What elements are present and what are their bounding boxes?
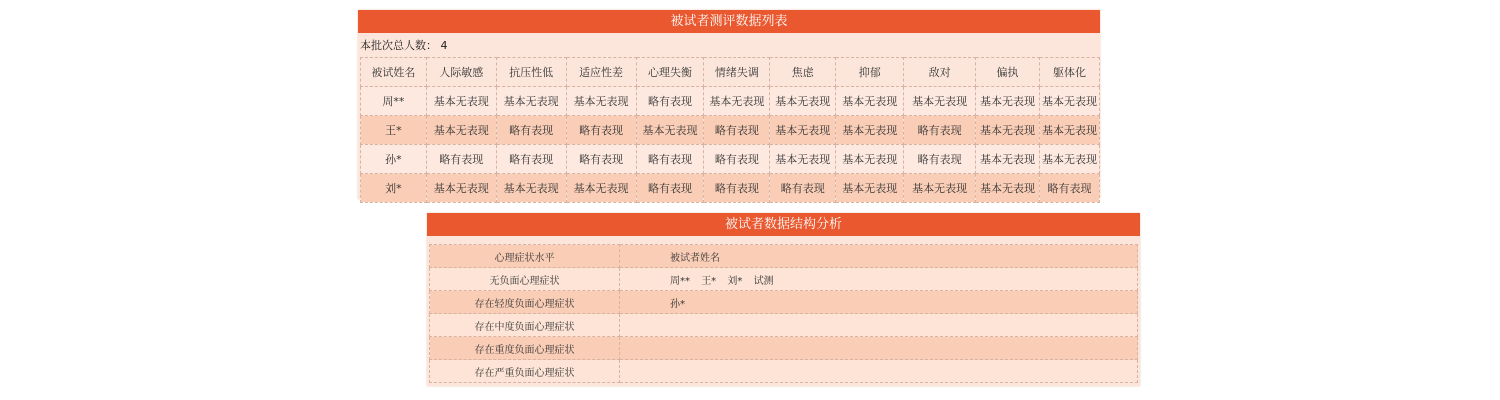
batch-summary <box>360 37 448 53</box>
column-header: 抑郁 <box>836 58 904 87</box>
table-cell: 略有表现 <box>636 87 704 116</box>
table-row <box>361 174 1100 203</box>
table-row <box>361 116 1100 145</box>
column-header: 偏执 <box>976 58 1040 87</box>
table-cell: 基本无表现 <box>836 116 904 145</box>
batch-summary-count: 4 <box>440 39 448 52</box>
column-header: 敌对 <box>904 58 976 87</box>
table-cell: 基本无表现 <box>836 145 904 174</box>
table-row <box>361 87 1100 116</box>
assessment-table <box>360 57 1100 203</box>
table-row <box>430 337 1138 360</box>
symptom-level: 存在严重负面心理症状 <box>430 360 620 383</box>
table-cell: 基本无表现 <box>426 116 496 145</box>
table-cell: 基本无表现 <box>1039 116 1099 145</box>
table-cell: 基本无表现 <box>770 87 836 116</box>
table-cell: 基本无表现 <box>496 87 566 116</box>
structure-analysis-title: 被试者数据结构分析 <box>427 213 1140 236</box>
table-cell: 基本无表现 <box>976 116 1040 145</box>
subject-names <box>620 314 1138 337</box>
table-cell: 基本无表现 <box>704 87 770 116</box>
subject-name: 孙* <box>670 298 685 310</box>
subject-name: 试测 <box>753 275 774 287</box>
table-cell: 略有表现 <box>566 145 636 174</box>
table-cell: 基本无表现 <box>770 116 836 145</box>
table-row <box>430 291 1138 314</box>
table-cell: 基本无表现 <box>426 174 496 203</box>
table-cell: 略有表现 <box>636 174 704 203</box>
table-cell: 基本无表现 <box>426 87 496 116</box>
table-cell: 基本无表现 <box>1039 87 1099 116</box>
table-cell: 基本无表现 <box>976 174 1040 203</box>
subject-names <box>620 268 1138 291</box>
structure-analysis-table <box>429 244 1138 383</box>
subject-name: 王* <box>701 275 717 287</box>
table-cell: 略有表现 <box>496 116 566 145</box>
table-cell: 基本无表现 <box>836 174 904 203</box>
column-header: 焦虑 <box>770 58 836 87</box>
table-cell: 略有表现 <box>1039 174 1099 203</box>
table-cell: 略有表现 <box>704 145 770 174</box>
subject-names <box>620 337 1138 360</box>
table-cell: 刘* <box>361 174 427 203</box>
table-cell: 基本无表现 <box>904 174 976 203</box>
column-header: 躯体化 <box>1039 58 1099 87</box>
table-cell: 基本无表现 <box>976 145 1040 174</box>
subject-names <box>620 291 1138 314</box>
subject-name: 刘* <box>727 275 743 287</box>
column-header: 心理失衡 <box>636 58 704 87</box>
table-cell: 略有表现 <box>770 174 836 203</box>
table-cell: 基本无表现 <box>636 116 704 145</box>
table-cell: 略有表现 <box>704 174 770 203</box>
subject-name: 周** <box>670 275 690 287</box>
symptom-level: 无负面心理症状 <box>430 268 620 291</box>
table-row <box>430 268 1138 291</box>
table-cell: 基本无表现 <box>836 87 904 116</box>
table-cell: 基本无表现 <box>496 174 566 203</box>
symptom-level: 存在轻度负面心理症状 <box>430 291 620 314</box>
column-header: 抗压性低 <box>496 58 566 87</box>
table-cell: 周** <box>361 87 427 116</box>
batch-summary-label: 本批次总人数： <box>360 39 437 52</box>
subject-names <box>620 360 1138 383</box>
table-cell: 基本无表现 <box>1039 145 1099 174</box>
symptom-level: 存在重度负面心理症状 <box>430 337 620 360</box>
table-row <box>361 145 1100 174</box>
column-header-subject-names: 被试者姓名 <box>620 245 1138 268</box>
column-header-symptom-level: 心理症状水平 <box>430 245 620 268</box>
table-cell: 略有表现 <box>904 116 976 145</box>
table-cell: 略有表现 <box>636 145 704 174</box>
symptom-level: 存在中度负面心理症状 <box>430 314 620 337</box>
table-cell: 王* <box>361 116 427 145</box>
column-header: 适应性差 <box>566 58 636 87</box>
table-cell: 略有表现 <box>704 116 770 145</box>
table-cell: 略有表现 <box>904 145 976 174</box>
table-cell: 基本无表现 <box>976 87 1040 116</box>
structure-analysis-panel <box>427 213 1140 386</box>
assessment-table-header <box>361 58 1100 87</box>
table-cell: 基本无表现 <box>904 87 976 116</box>
assessment-data-panel <box>358 10 1100 199</box>
column-header: 人际敏感 <box>426 58 496 87</box>
table-cell: 基本无表现 <box>770 145 836 174</box>
column-header: 情绪失调 <box>704 58 770 87</box>
table-cell: 孙* <box>361 145 427 174</box>
table-cell: 略有表现 <box>426 145 496 174</box>
table-cell: 略有表现 <box>496 145 566 174</box>
column-header: 被试姓名 <box>361 58 427 87</box>
assessment-data-title: 被试者测评数据列表 <box>358 10 1100 33</box>
structure-table-header <box>430 245 1138 268</box>
table-cell: 基本无表现 <box>566 87 636 116</box>
table-cell: 基本无表现 <box>566 174 636 203</box>
table-row <box>430 360 1138 383</box>
table-cell: 略有表现 <box>566 116 636 145</box>
table-row <box>430 314 1138 337</box>
